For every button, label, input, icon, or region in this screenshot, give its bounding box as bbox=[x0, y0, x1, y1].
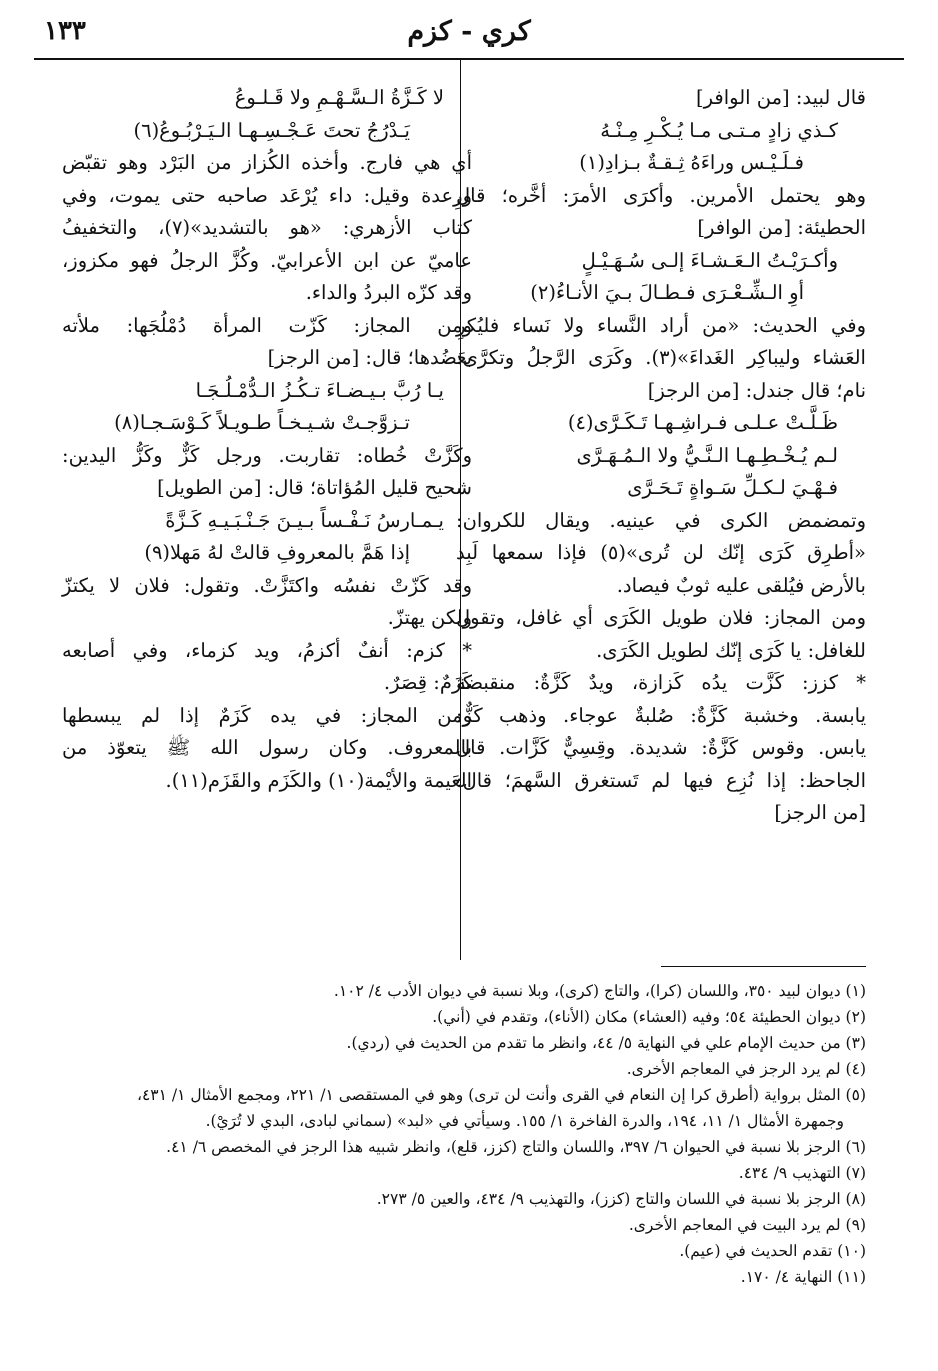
footnote-line: (٣) من حديث الإمام علي في النهاية ٥/ ٤٤، وانظر ما تقدم من الحديث في (ردي). bbox=[346, 1034, 866, 1052]
left-column-line: أي هي فارج. وأخذه الكُزاز من البَرْد وهو تقبّض bbox=[62, 151, 472, 174]
left-column-line: ومن المجاز: كَزّت المرأة دُمْلُجَها: ملأته bbox=[62, 313, 472, 337]
right-column-line: قال لبيد: [من الوافر] bbox=[696, 86, 866, 109]
left-column-line: العَيمة والأيْمة(١٠) والكَزَم والقَزَم(١١). bbox=[165, 768, 472, 792]
footnote-line: (١٠) تقدم الحديث في (عيم). bbox=[679, 1242, 866, 1260]
left-column-line: ولكن يهتزّ. bbox=[387, 606, 472, 629]
right-column-verse: فـهْـيَ لـكـلِّ سَـواةٍ تَـحَـرَّى bbox=[627, 476, 838, 499]
left-column-line: كتاب الأزهري: «هو بالتشديد»(٧)، والتخفيفُ bbox=[62, 216, 472, 239]
footnote-line: (٩) لم يرد البيت في المعاجم الأخرى. bbox=[628, 1216, 866, 1234]
left-column-verse: تـزوَّجـتْ شـيـخـاً طـويـلاً كَـوْسَـجـا(٨) bbox=[114, 411, 410, 434]
footnote-line: (٤) لم يرد الرجز في المعاجم الأخرى. bbox=[626, 1060, 866, 1078]
right-column-line: [من الرجز] bbox=[774, 801, 866, 824]
left-column-verse: لا كَـزَّةُ الـسَّـهْـمِ ولا قَـلـوعُ bbox=[234, 86, 444, 109]
right-column-line: * كزز: كَزَّت يدُه كَزازة، ويدٌ كَزَّةٌ: منقبضة bbox=[456, 671, 866, 694]
footnote-line: (٢) ديوان الحطيئة ٥٤؛ وفيه (العشاء) مكان (الأناء)، وتقدم في (أني). bbox=[432, 1008, 866, 1026]
right-column-verse: ظَـلَّـتْ عـلـى فـراشِـهـا تَـكَـرَّى(٤) bbox=[567, 411, 838, 434]
left-column-line: بعَضُدها؛ قال: [من الرجز] bbox=[267, 346, 472, 369]
right-column-line: وهو يحتمل الأمرين. وأكرَى الأمرَ: أخَّره؛ قال bbox=[456, 183, 866, 207]
left-column-verse: إذا هَمَّ بالمعروفِ قالتْ لهُ مَهلا(٩) bbox=[144, 541, 410, 564]
left-column bbox=[62, 82, 472, 797]
left-column-line: ورِعدة وقيل: داء يُرْعَد صاحبه حتى يموت، وفي bbox=[62, 183, 472, 207]
right-column-verse: فـلَـيْـس وراءَهُ ثِـقـةٌ بـزادِ(١) bbox=[579, 151, 804, 174]
footnote-line: (٧) التهذيب ٩/ ٤٣٤. bbox=[738, 1164, 866, 1182]
right-column-line: للغافل: يا كَرَى إنّك لطويل الكَرَى. bbox=[596, 638, 866, 662]
right-column-line: العَشاء وليباكِر الغَداءَ»(٣). وكَرَى الرَّجلُ وتكرَّى: bbox=[456, 346, 866, 369]
right-column-line: «أطرِق كَرَى إنّك لن تُرى»(٥) فإذا سمعها لَبِد bbox=[456, 541, 866, 564]
footnote-line: وجمهرة الأمثال ١/ ١١، ١٩٤، والدرة الفاخرة ١/ ١٥٥. وسيأتي في «لبد» (سماني لبادى، البدي لا تُرَيْ). bbox=[205, 1112, 844, 1130]
right-column-line: نام؛ قال جندل: [من الرجز] bbox=[647, 378, 866, 402]
right-column-line: بالأرض فيُلقى عليه ثوبٌ فيصاد. bbox=[616, 573, 866, 597]
footnote-line: (١١) النهاية ٤/ ١٧٠. bbox=[740, 1268, 866, 1286]
right-column-verse: لـم يُـخْـطِـهـا الـنَّـيُّ ولا الـمُـهَـرَّى bbox=[576, 443, 838, 467]
page-number: ١٣٣ bbox=[44, 16, 86, 46]
left-column-line: كَزَمٌ: قِصَرٌ. bbox=[383, 671, 472, 694]
right-column bbox=[456, 82, 866, 830]
header-rule bbox=[34, 58, 904, 60]
left-column-line: وقد كزّه البردُ والداء. bbox=[305, 281, 472, 304]
footnotes bbox=[66, 978, 866, 1290]
left-column-line: * كزم: أنفٌ أكزمُ، ويد كزماء، وفي أصابعه bbox=[62, 638, 472, 662]
footnote-line: (٨) الرجز بلا نسبة في اللسان والتاج (كزز)، والتهذيب ٩/ ٤٣٤، والعين ٥/ ٢٧٣. bbox=[376, 1190, 866, 1208]
right-column-line: يابس. وقوس كَزَّةٌ: شديدة. وقِسِيٌّ كَزَّات. قال bbox=[456, 736, 866, 759]
page-title: كري - كزم bbox=[407, 16, 531, 47]
right-column-verse: وأكـرَيْـتُ الـعَـشـاءَ إلـى سُـهَـيْـلٍ bbox=[581, 248, 838, 272]
right-column-line: وفي الحديث: «من أراد النَّساء ولا نَساء فليُكرِ bbox=[456, 313, 866, 337]
left-column-verse: يـا رُبَّ بـيـضـاءَ تـكُـزُ الـدُّمْـلُـجَـا bbox=[195, 378, 444, 402]
footnote-line: (١) ديوان لبيد ٣٥٠، واللسان (كرا)، والتاج (كرى)، وبلا نسبة في ديوان الأدب ٤/ ١٠٢. bbox=[333, 982, 866, 1000]
left-column-verse: يَـدْرُجُ تحتَ عَـجْـسِـهـا الـيَـرْبُـوعُ(٦) bbox=[133, 118, 410, 142]
left-column-line: وكَزَّتْ خُطاه: تقاربت. ورجل كَزٌّ وكَزُّ اليدين: bbox=[62, 443, 472, 467]
right-column-line: الجاحظ: إذا نُزِع فيها لم تَستغرق السَّهمَ؛ قال: bbox=[456, 768, 866, 792]
left-column-line: وقد كَزّتْ نفسُه واكتَزَّتْ. وتقول: فلان لا يكتزّ bbox=[62, 573, 472, 597]
right-column-line: ومن المجاز: فلان طويل الكَرَى أي غافل، وتقول bbox=[456, 606, 866, 629]
right-column-verse: أوِ الـشِّـعْـرَى فـطـالَ بـيَ الأنـاءُ(٢) bbox=[530, 281, 804, 304]
left-column-line: ومن المجاز: في يده كَزَمٌ إذا لم يبسطها bbox=[62, 703, 472, 727]
right-column-line: الحطيئة: [من الوافر] bbox=[697, 216, 866, 239]
footnote-line: (٥) المثل برواية (أطرق كرا إن النعام في القرى وأنت لن ترى) وهو في المستقصى ١/ ٢٢١، ومجمع الأمثال ١/ ٤٣١، bbox=[136, 1086, 866, 1104]
left-column-line: شحيح قليل المُؤاتاة؛ قال: [من الطويل] bbox=[157, 476, 472, 499]
right-column-line: وتمضمض الكرى في عينيه. ويقال للكروان: bbox=[456, 508, 866, 532]
left-column-verse: يـمـارسُ نَـفْـساً بـيـنَ جَـنْـبَـيـهِ كَـزَّةً bbox=[165, 508, 444, 532]
left-column-line: عاميّ عن ابن الأعرابيّ. وكُزَّ الرجلُ فهو مكزوز، bbox=[62, 248, 472, 272]
footnote-rule bbox=[661, 966, 866, 967]
page-header bbox=[30, 14, 908, 54]
left-column-line: بالمعروف. وكان رسول الله ﷺ يتعوّذ من bbox=[62, 736, 472, 759]
right-column-verse: كـذي زادٍ مـتـى مـا يُـكْـرِ مِـنْـهُ bbox=[600, 118, 838, 142]
footnote-line: (٦) الرجز بلا نسبة في الحيوان ٦/ ٣٩٧، واللسان والتاج (كزز، قلع)، وانظر شبيه هذا الرجز في المخصص ٦/ ٤١. bbox=[166, 1138, 866, 1156]
right-column-line: يابسة. وخشبة كَزَّةٌ: صُلبةٌ عوجاء. وذهب كَزٌّ: bbox=[456, 703, 866, 727]
